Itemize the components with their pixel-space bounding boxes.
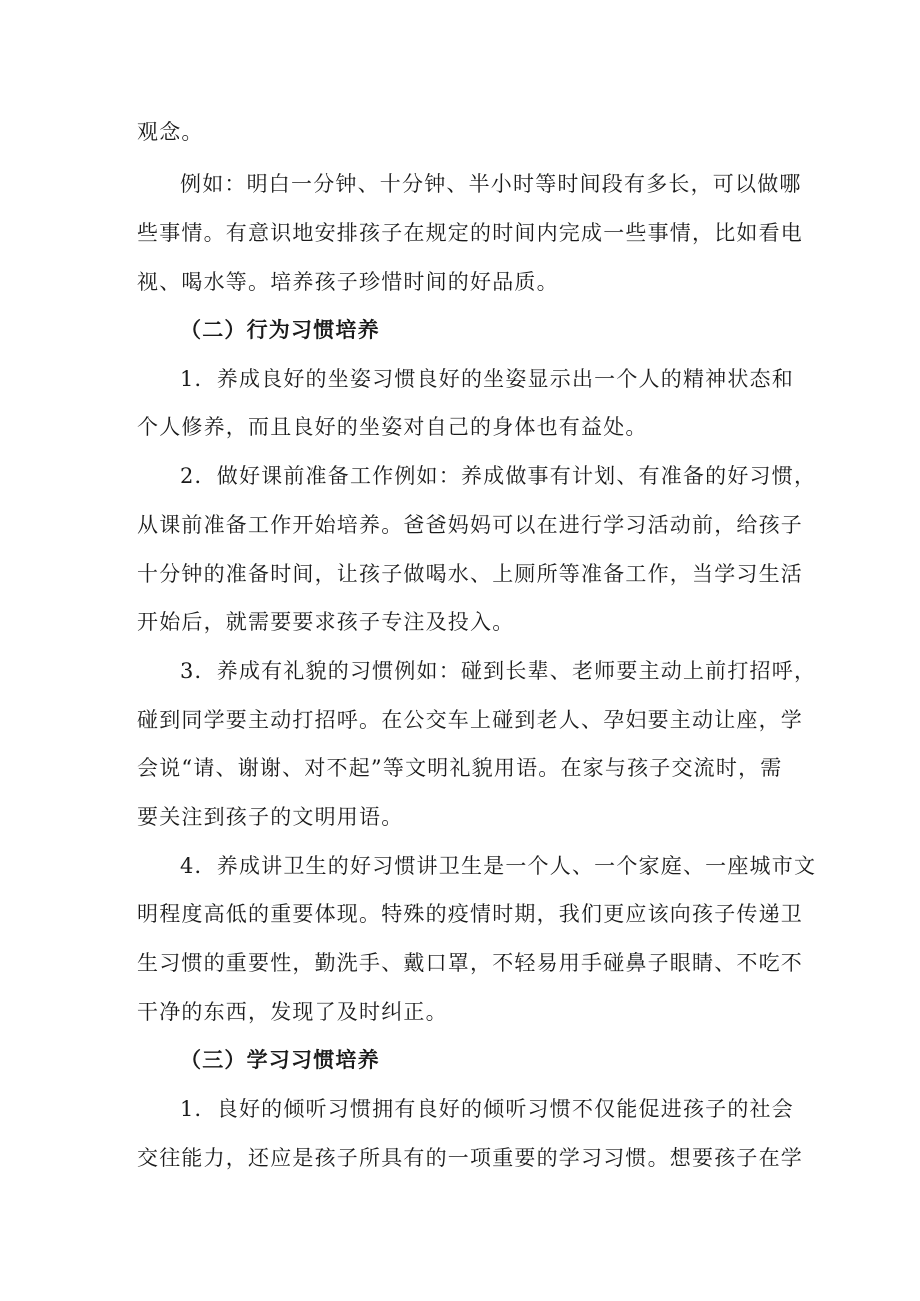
text-line: 开始后，就需要要求孩子专注及投入。 bbox=[137, 610, 515, 634]
text-line: 3．养成有礼貌的习惯例如：碰到长辈、老师要主动上前打招呼， bbox=[180, 659, 817, 683]
text-line: 会说“请、谢谢、对不起”等文明礼貌用语。在家与孩子交流时，需 bbox=[137, 756, 783, 780]
text-line: 个人修养，而且良好的坐姿对自己的身体也有益处。 bbox=[137, 415, 648, 439]
section-heading: （三）学习习惯培养 bbox=[180, 1048, 380, 1072]
text-line: 从课前准备工作开始培养。爸爸妈妈可以在进行学习活动前，给孩子 bbox=[137, 513, 803, 537]
text-line: 4．养成讲卫生的好习惯讲卫生是一个人、一个家庭、一座城市文 bbox=[180, 854, 817, 878]
text-line: 十分钟的准备时间，让孩子做喝水、上厕所等准备工作，当学习生活 bbox=[137, 562, 803, 586]
section-heading: （二）行为习惯培养 bbox=[180, 318, 380, 342]
text-line: 1．良好的倾听习惯拥有良好的倾听习惯不仅能促进孩子的社会 bbox=[180, 1097, 794, 1121]
text-line: 交往能力，还应是孩子所具有的一项重要的学习习惯。想要孩子在学 bbox=[137, 1146, 803, 1170]
text-line: 生习惯的重要性，勤洗手、戴口罩，不轻易用手碰鼻子眼睛、不吃不 bbox=[137, 951, 803, 975]
text-line: 2．做好课前准备工作例如：养成做事有计划、有准备的好习惯， bbox=[180, 464, 817, 488]
text-line: 1．养成良好的坐姿习惯良好的坐姿显示出一个人的精神状态和 bbox=[180, 367, 794, 391]
text-line: 碰到同学要主动打招呼。在公交车上碰到老人、孕妇要主动让座，学 bbox=[137, 708, 803, 732]
text-line: 干净的东西，发现了及时纠正。 bbox=[137, 1000, 448, 1024]
text-line: 要关注到孩子的文明用语。 bbox=[137, 805, 404, 829]
text-line: 视、喝水等。培养孩子珍惜时间的好品质。 bbox=[137, 270, 559, 294]
text-line: 明程度高低的重要体现。特殊的疫情时期，我们更应该向孩子传递卫 bbox=[137, 902, 803, 926]
text-line: 观念。 bbox=[137, 120, 204, 144]
text-line: 例如：明白一分钟、十分钟、半小时等时间段有多长，可以做哪 bbox=[180, 172, 802, 196]
text-line: 些事情。有意识地安排孩子在规定的时间内完成一些事情，比如看电 bbox=[137, 221, 803, 245]
